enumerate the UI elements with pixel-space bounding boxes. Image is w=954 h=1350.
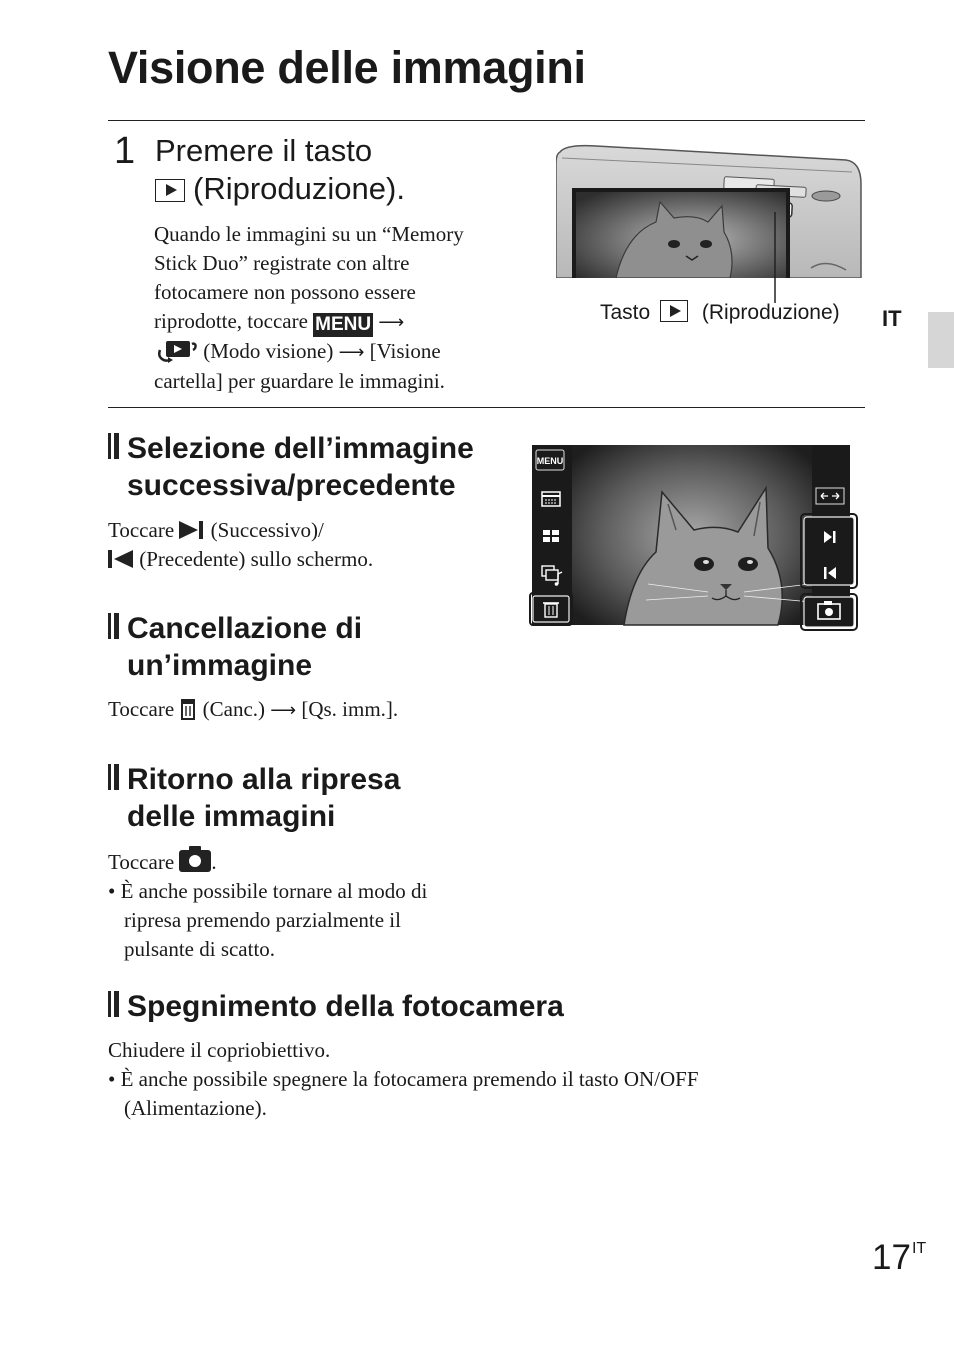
return-to-shooting-text: Toccare . • È anche possibile tornare al modo di ripresa premendo parzialmente il pulsante di scatto. [108,846,508,964]
menu-button-label: MENU [536,456,564,466]
power-off-text: Chiudere il copriobiettivo. • È anche possibile spegnere la fotocamera premendo il tasto ON/OFF (Alimentazione). [108,1038,699,1120]
step-title [155,132,405,208]
page-number: $17^{IT}$ [872,1238,927,1277]
heading-marker-icon [108,613,119,639]
section-divider [108,407,865,408]
rotate-icon [816,488,844,504]
playback-screen-illustration [528,444,860,634]
heading-delete: Cancellazione di un’immagine [108,610,362,684]
step-title-line1: Premere il tasto [155,133,373,168]
camera-illustration [556,144,866,278]
heading-next-previous: Selezione dell’immagine successiva/precedente [108,430,474,504]
arrow-icon: ⟶ [378,312,405,333]
next-icon [179,521,205,539]
trash-icon [179,698,197,720]
arrow-icon: ⟶ [270,700,297,721]
heading-return-to-shooting: Ritorno alla ripresa delle immagini [108,761,400,835]
step-title-line2: (Riproduzione). [155,170,405,208]
step-number: 1 [114,130,136,172]
next-previous-text: Toccare (Successivo)/ (Precedente) sullo schermo. [108,518,374,571]
camera-icon [179,846,211,872]
arrow-icon: ⟶ [338,342,365,363]
delete-button-icon [530,593,572,625]
heading-marker-icon [108,433,119,459]
page-number-suffix: IT [911,1240,927,1257]
language-tab [928,312,954,368]
playback-icon [155,179,185,202]
previous-icon [108,550,134,568]
camera-caption: Tasto (Riproduzione) [600,301,840,324]
heading-power-off: Spegnimento della fotocamera [108,988,564,1025]
heading-marker-icon [108,991,119,1017]
top-divider [108,120,865,121]
page-title: Visione delle immagini [108,42,586,93]
playback-icon [660,300,688,322]
menu-icon: MENU [315,314,372,335]
language-label: IT [882,306,902,331]
step-description: Quando le immagini su un “Memory Stick Duo” registrate con altre fotocamere non possono essere riprodotte, toccare MENU ⟶ (Modo visione) ⟶ [Visione cartella] per guardare le immagini. [154,222,464,393]
heading-marker-icon [108,764,119,790]
shooting-mode-button-icon [801,594,857,630]
view-mode-icon [154,338,198,364]
menu-button-icon [536,450,564,470]
delete-text: Toccare (Canc.) ⟶ [Qs. imm.]. [108,695,398,725]
